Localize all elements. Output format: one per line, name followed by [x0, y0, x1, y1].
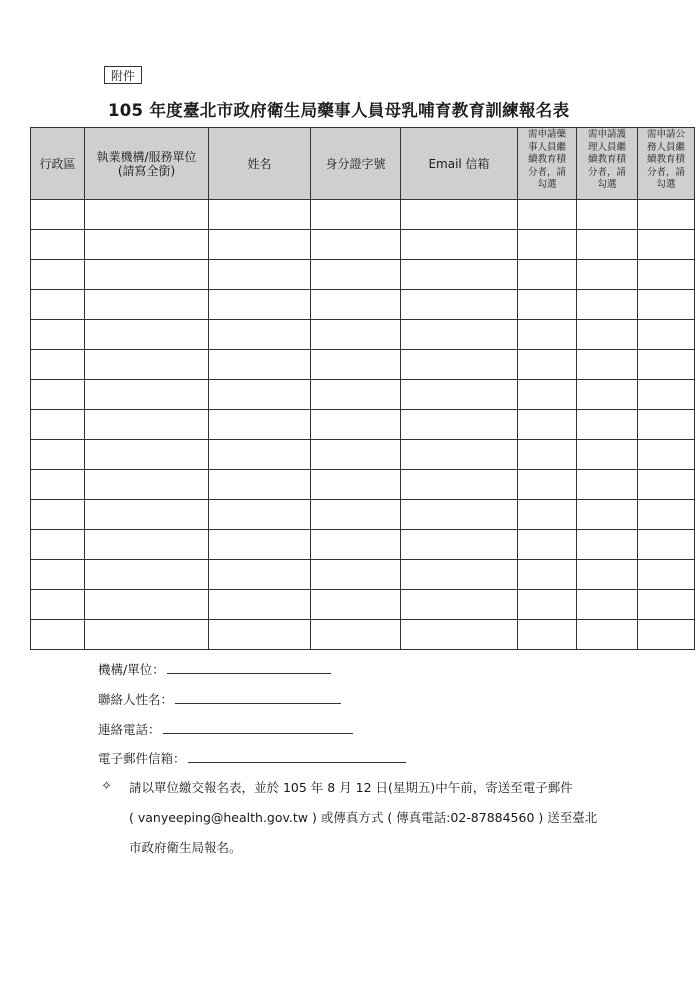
header-pharmacist-credit: 需申請藥 事人員繼 續教育積 分者，請 勾選 — [518, 128, 577, 200]
table-cell[interactable] — [638, 200, 695, 230]
note-line-3: 市政府衛生局報名。 — [129, 840, 242, 855]
table-cell[interactable] — [311, 410, 401, 440]
table-cell[interactable] — [577, 560, 638, 590]
header-organization: 執業機構/服務單位 (請寫全銜) — [85, 128, 209, 200]
table-cell[interactable] — [638, 320, 695, 350]
table-cell[interactable] — [518, 290, 577, 320]
table-cell[interactable] — [577, 590, 638, 620]
table-row — [31, 350, 695, 380]
table-cell[interactable] — [638, 230, 695, 260]
table-row — [31, 230, 695, 260]
note-line-1: 請以單位繳交報名表，並於 105 年 8 月 12 日(星期五)中午前，寄送至電子郵件 — [129, 780, 573, 795]
table-cell[interactable] — [638, 440, 695, 470]
form-title: 105 年度臺北市政府衛生局藥事人員母乳哺育教育訓練報名表 — [108, 101, 570, 120]
table-row — [31, 590, 695, 620]
table-cell[interactable] — [401, 620, 518, 650]
table-cell[interactable] — [209, 590, 311, 620]
table-cell[interactable] — [518, 380, 577, 410]
table-cell[interactable] — [518, 530, 577, 560]
table-cell[interactable] — [31, 470, 85, 500]
table-cell[interactable] — [31, 380, 85, 410]
org-label: 機構/單位： — [98, 662, 165, 677]
table-cell[interactable] — [577, 290, 638, 320]
table-header-row — [31, 128, 695, 200]
table-cell[interactable] — [209, 560, 311, 590]
table-cell[interactable] — [518, 350, 577, 380]
table-cell[interactable] — [209, 470, 311, 500]
table-cell[interactable] — [85, 290, 209, 320]
table-cell[interactable] — [85, 500, 209, 530]
table-cell[interactable] — [85, 530, 209, 560]
table-cell[interactable] — [85, 260, 209, 290]
table-cell[interactable] — [401, 230, 518, 260]
table-cell[interactable] — [638, 260, 695, 290]
table-cell[interactable] — [311, 200, 401, 230]
table-cell[interactable] — [577, 380, 638, 410]
table-cell[interactable] — [638, 470, 695, 500]
header-id-number: 身分證字號 — [311, 128, 401, 200]
table-cell[interactable] — [638, 500, 695, 530]
contact-label: 聯絡人性名： — [98, 692, 174, 707]
table-cell[interactable] — [209, 380, 311, 410]
table-cell[interactable] — [311, 380, 401, 410]
table-cell[interactable] — [209, 500, 311, 530]
table-cell[interactable] — [401, 290, 518, 320]
table-cell[interactable] — [518, 590, 577, 620]
table-cell[interactable] — [401, 410, 518, 440]
table-cell[interactable] — [311, 260, 401, 290]
table-cell[interactable] — [401, 320, 518, 350]
table-row — [31, 470, 695, 500]
header-nurse-credit: 需申請護 理人員繼 續教育積 分者，請 勾選 — [577, 128, 638, 200]
table-cell[interactable] — [638, 590, 695, 620]
registration-table — [30, 127, 695, 650]
table-cell[interactable] — [518, 230, 577, 260]
table-cell[interactable] — [577, 230, 638, 260]
contact-field — [98, 690, 341, 708]
phone-input-line[interactable] — [163, 721, 353, 734]
table-cell[interactable] — [209, 530, 311, 560]
header-civil-servant-credit: 需申請公 務人員繼 續教育積 分者，請 勾選 — [638, 128, 695, 200]
table-cell[interactable] — [209, 440, 311, 470]
table-cell[interactable] — [31, 590, 85, 620]
table-cell[interactable] — [518, 440, 577, 470]
table-cell[interactable] — [518, 470, 577, 500]
table-cell[interactable] — [31, 260, 85, 290]
table-cell[interactable] — [401, 350, 518, 380]
table-cell[interactable] — [31, 290, 85, 320]
table-cell[interactable] — [31, 620, 85, 650]
table-cell[interactable] — [31, 230, 85, 260]
table-row — [31, 530, 695, 560]
note-line-2: ( vanyeeping@health.gov.tw ) 或傳真方式 ( 傳真電話:02-87884560 ) 送至臺北 — [129, 810, 598, 825]
table-cell[interactable] — [31, 350, 85, 380]
table-cell[interactable] — [311, 590, 401, 620]
table-cell[interactable] — [311, 290, 401, 320]
table-cell[interactable] — [401, 380, 518, 410]
table-cell[interactable] — [31, 560, 85, 590]
table-cell[interactable] — [518, 560, 577, 590]
table-cell[interactable] — [577, 200, 638, 230]
org-input-line[interactable] — [167, 661, 331, 674]
table-row — [31, 500, 695, 530]
header-district: 行政區 — [31, 128, 85, 200]
table-cell[interactable] — [311, 350, 401, 380]
table-cell[interactable] — [401, 500, 518, 530]
table-cell[interactable] — [401, 470, 518, 500]
table-cell[interactable] — [577, 440, 638, 470]
table-row — [31, 380, 695, 410]
table-cell[interactable] — [209, 200, 311, 230]
diamond-star-icon: ✧ — [101, 779, 112, 794]
table-cell[interactable] — [638, 560, 695, 590]
table-row — [31, 260, 695, 290]
table-cell[interactable] — [311, 530, 401, 560]
email-input-line[interactable] — [188, 750, 406, 763]
table-row — [31, 320, 695, 350]
table-cell[interactable] — [518, 620, 577, 650]
table-cell[interactable] — [638, 620, 695, 650]
table-cell[interactable] — [209, 260, 311, 290]
table-cell[interactable] — [31, 410, 85, 440]
table-cell[interactable] — [401, 260, 518, 290]
table-cell[interactable] — [85, 560, 209, 590]
table-row — [31, 290, 695, 320]
table-cell[interactable] — [638, 350, 695, 380]
email-label: 電子郵件信箱： — [98, 751, 186, 766]
table-cell[interactable] — [401, 200, 518, 230]
table-cell[interactable] — [31, 530, 85, 560]
phone-label: 連絡電話： — [98, 722, 161, 737]
table-cell[interactable] — [311, 320, 401, 350]
phone-field — [98, 720, 353, 738]
email-field — [98, 749, 406, 767]
table-cell[interactable] — [577, 470, 638, 500]
table-cell[interactable] — [85, 380, 209, 410]
table-cell[interactable] — [85, 590, 209, 620]
table-cell[interactable] — [518, 410, 577, 440]
table-row — [31, 440, 695, 470]
table-cell[interactable] — [518, 260, 577, 290]
table-row — [31, 560, 695, 590]
table-cell[interactable] — [518, 320, 577, 350]
table-cell[interactable] — [577, 620, 638, 650]
table-cell[interactable] — [85, 350, 209, 380]
contact-input-line[interactable] — [175, 691, 341, 704]
table-cell[interactable] — [209, 320, 311, 350]
table-cell[interactable] — [518, 200, 577, 230]
table-cell[interactable] — [577, 410, 638, 440]
table-cell[interactable] — [85, 620, 209, 650]
table-cell[interactable] — [311, 440, 401, 470]
table-cell[interactable] — [577, 350, 638, 380]
table-cell[interactable] — [577, 260, 638, 290]
table-cell[interactable] — [401, 560, 518, 590]
table-cell[interactable] — [401, 440, 518, 470]
table-cell[interactable] — [638, 380, 695, 410]
header-email: Email 信箱 — [401, 128, 518, 200]
table-cell[interactable] — [577, 500, 638, 530]
table-cell[interactable] — [85, 230, 209, 260]
table-cell[interactable] — [311, 470, 401, 500]
table-cell[interactable] — [85, 440, 209, 470]
table-cell[interactable] — [85, 200, 209, 230]
table-cell[interactable] — [401, 590, 518, 620]
table-cell[interactable] — [31, 440, 85, 470]
table-cell[interactable] — [85, 410, 209, 440]
table-cell[interactable] — [209, 350, 311, 380]
table-cell[interactable] — [577, 530, 638, 560]
table-cell[interactable] — [401, 530, 518, 560]
table-cell[interactable] — [31, 200, 85, 230]
table-cell[interactable] — [311, 500, 401, 530]
attachment-label: 附件 — [104, 66, 142, 84]
table-cell[interactable] — [31, 500, 85, 530]
table-cell[interactable] — [638, 290, 695, 320]
table-cell[interactable] — [311, 230, 401, 260]
table-cell[interactable] — [209, 620, 311, 650]
table-cell[interactable] — [518, 500, 577, 530]
table-cell[interactable] — [638, 530, 695, 560]
org-field — [98, 660, 331, 678]
table-cell[interactable] — [209, 290, 311, 320]
table-cell[interactable] — [209, 410, 311, 440]
table-row — [31, 200, 695, 230]
header-name: 姓名 — [209, 128, 311, 200]
table-cell[interactable] — [311, 560, 401, 590]
table-cell[interactable] — [85, 320, 209, 350]
table-cell[interactable] — [311, 620, 401, 650]
table-row — [31, 620, 695, 650]
table-cell[interactable] — [31, 320, 85, 350]
table-cell[interactable] — [85, 470, 209, 500]
table-cell[interactable] — [577, 320, 638, 350]
table-cell[interactable] — [209, 230, 311, 260]
table-cell[interactable] — [638, 410, 695, 440]
table-row — [31, 410, 695, 440]
